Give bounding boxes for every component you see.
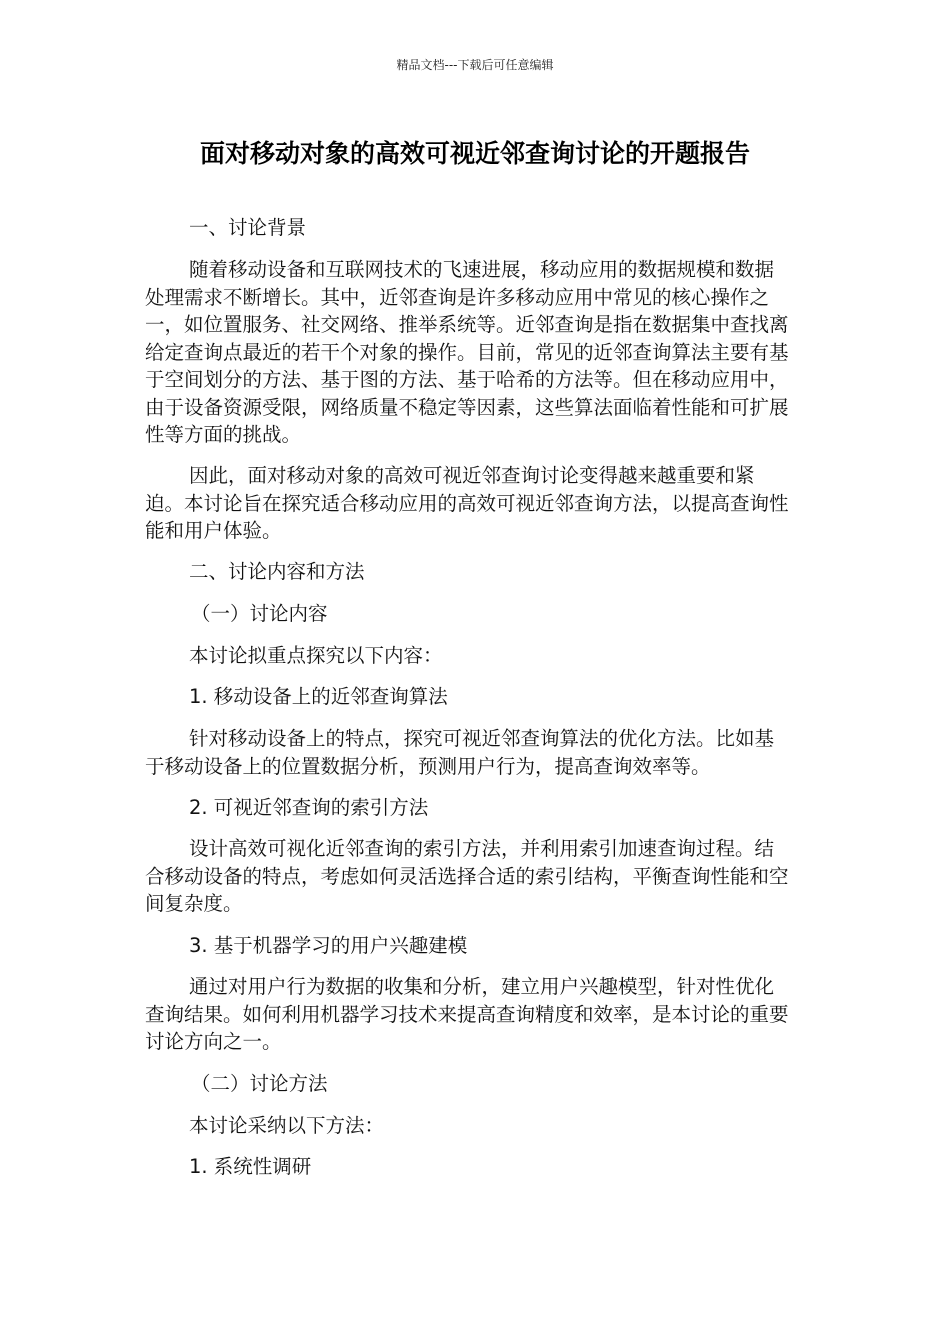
list-item-heading-2: 2. 可视近邻查询的索引方法 <box>189 796 429 819</box>
paragraph-method-intro: 本讨论采纳以下方法： <box>189 1114 385 1137</box>
list-item-text-1: 针对移动设备上的特点，探究可视近邻查询算法的优化方法。比如基于移动设备上的位置数据分析，预测用户行为，提高查询效率等。 <box>145 727 775 778</box>
list-item-text-3: 通过对用户行为数据的收集和分析，建立用户兴趣模型，针对性优化查询结果。如何利用机器学习技术来提高查询精度和效率，是本讨论的重要讨论方向之一。 <box>145 975 789 1053</box>
list-item-heading-1: 1. 移动设备上的近邻查询算法 <box>189 685 448 708</box>
subsection-heading-method: （二）讨论方法 <box>191 1072 328 1095</box>
section-heading-content-method: 二、讨论内容和方法 <box>189 560 365 583</box>
document-title: 面对移动对象的高效可视近邻查询讨论的开题报告 <box>199 139 750 168</box>
paragraph-background-1: 随着移动设备和互联网技术的飞速进展，移动应用的数据规模和数据处理需求不断增长。其中，近邻查询是许多移动应用中常见的核心操作之一，如位置服务、社交网络、推举系统等。近邻查询是指在数据集中查找离给定查询点最近的若干个对象的操作。目前，常见的近邻查询算法主要有基于空间划分的方法、基于图的方法、基于哈希的方法等。但在移动应用中，由于设备资源受限，网络质量不稳定等因素，这些算法面临着性能和可扩展性等方面的挑战。 <box>145 258 789 446</box>
paragraph-background-2: 因此，面对移动对象的高效可视近邻查询讨论变得越来越重要和紧迫。本讨论旨在探究适合移动应用的高效可视近邻查询方法，以提高查询性能和用户体验。 <box>145 464 789 542</box>
section-heading-background: 一、讨论背景 <box>189 216 307 239</box>
paragraph-content-intro: 本讨论拟重点探究以下内容： <box>189 644 443 667</box>
list-item-heading-method-1: 1. 系统性调研 <box>189 1155 312 1178</box>
list-item-heading-3: 3. 基于机器学习的用户兴趣建模 <box>189 934 468 957</box>
subsection-heading-content: （一）讨论内容 <box>191 602 328 625</box>
page-header-note: 精品文档---下载后可任意编辑 <box>396 58 554 72</box>
list-item-text-2: 设计高效可视化近邻查询的索引方法，并利用索引加速查询过程。结合移动设备的特点，考虑如何灵活选择合适的索引结构，平衡查询性能和空间复杂度。 <box>145 837 789 915</box>
